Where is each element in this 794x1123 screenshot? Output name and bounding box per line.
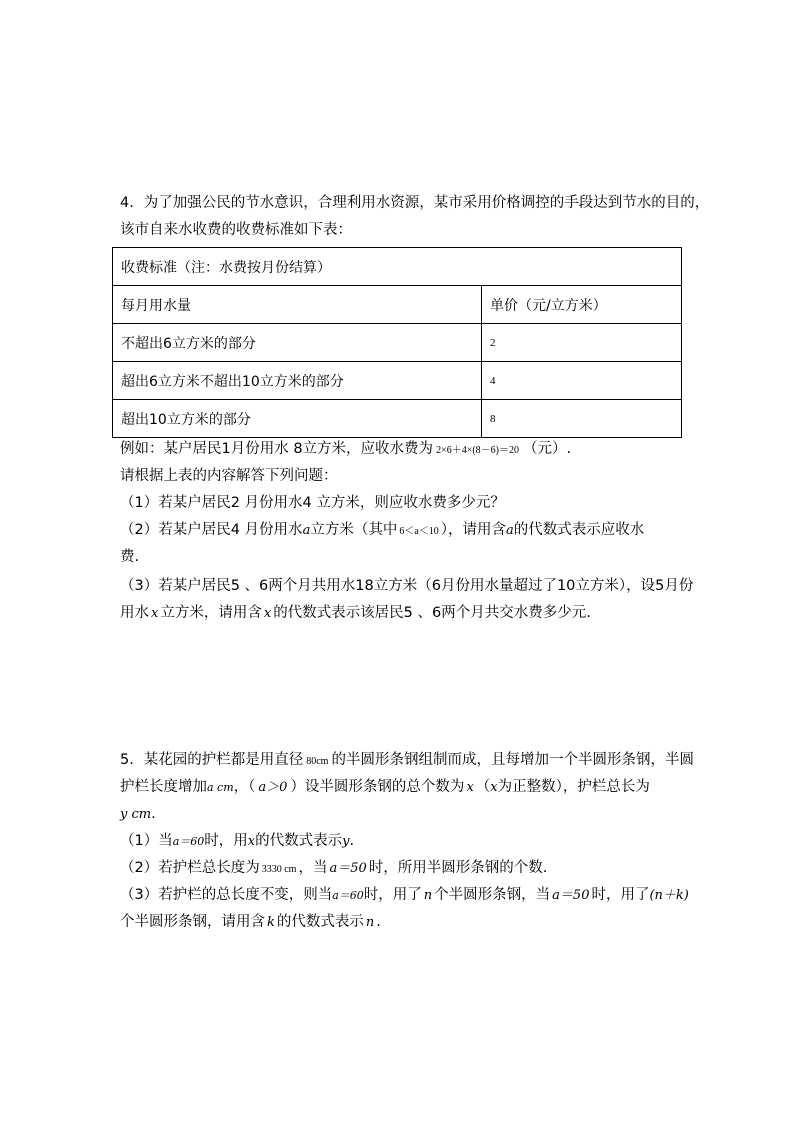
table-row (113, 400, 682, 438)
q5-line3 (120, 804, 156, 825)
q5-part3-cont (120, 912, 381, 933)
example-unit: （元）. (523, 441, 572, 457)
text: ，（ (233, 779, 256, 795)
math-value: y cm (120, 807, 152, 822)
math-var: n (423, 888, 433, 903)
q4-part1: （1）若某户居民2 月份用水4 立方米，则应收水费多少元？ (120, 495, 505, 511)
table-caption-row (113, 248, 682, 286)
text: （2）若某户居民4 月份用水 (120, 522, 303, 538)
math-var: a (506, 523, 514, 538)
text: . (376, 914, 381, 930)
table-row (113, 362, 682, 400)
text: 的半圆形条钢组制而成，且每增加一个半圆形条钢，半圆 (331, 752, 694, 768)
q4-part3: （3）若某户居民5 、6两个月共用水18立方米（6月份用水量超过了10立方米），设5月份 (120, 578, 694, 594)
text: . (151, 806, 156, 822)
example-text: 例如：某户居民1月份用水 8立方米，应收水费为 (120, 441, 434, 457)
row-range: 超出6立方米不超出10立方米的部分 (113, 362, 482, 400)
q4-part2-cont: 费. (120, 549, 140, 565)
text: （1）当 (120, 833, 173, 849)
math-value: a cm (207, 781, 234, 794)
text: 5．某花园的护栏都是用直径 (120, 752, 304, 768)
math-condition: a＝50 (329, 861, 367, 876)
header-price: 单价（元/立方米） (482, 286, 682, 324)
q5-line2 (120, 777, 650, 798)
q4-part3-cont (120, 603, 591, 624)
q5-line1 (120, 750, 694, 772)
text: 立方米（其中 (310, 522, 398, 538)
text: 立方米，请用含 (160, 605, 262, 621)
row-range: 超出10立方米的部分 (113, 400, 482, 438)
row-price: 2 (482, 324, 682, 362)
q5-part3 (120, 885, 689, 906)
math-var: k (267, 915, 275, 930)
q4-part2 (120, 520, 644, 542)
math-condition: a＞0 (258, 780, 288, 795)
text: 时，所用半圆形条钢的个数. (368, 860, 548, 876)
math-var: n (365, 915, 375, 930)
q5-part2 (120, 858, 547, 880)
math-value: 3330 cm (261, 864, 297, 875)
text: （ (475, 779, 491, 795)
text: . (349, 833, 355, 849)
table-caption: 收费标准（注：水费按月份结算） (113, 248, 682, 286)
q4-stem-line2: 该市自来水收费的收费标准如下表： (120, 222, 352, 238)
row-price: 4 (482, 362, 682, 400)
text: （2）若护栏总长度为 (120, 860, 260, 876)
text: 为正整数），护栏总长为 (497, 779, 650, 795)
text: 时，用了 (591, 887, 650, 903)
row-range: 不超出6立方米的部分 (113, 324, 482, 362)
math-var: x (263, 606, 272, 621)
row-price: 8 (482, 400, 682, 438)
text: ，当 (298, 860, 328, 876)
text: 用水 (120, 605, 149, 621)
example-formula: 2×6＋4×(8－6)＝20 (436, 445, 520, 456)
math-condition: 6＜a＜10 (399, 526, 439, 537)
text: ）设半圆形条钢的总个数为 (290, 779, 465, 795)
table-header-row (113, 286, 682, 324)
math-condition: a＝60 (332, 889, 364, 902)
math-var: x (490, 780, 498, 795)
math-var: y (342, 834, 350, 849)
text: 时，用了 (363, 887, 422, 903)
text: 时，用 (204, 833, 248, 849)
text: 的代数式表示应收水 (513, 522, 645, 538)
math-expression: (n＋k) (649, 888, 689, 903)
text: 的代数式表示 (255, 833, 343, 849)
header-usage: 每月用水量 (113, 286, 482, 324)
text: 的代数式表示 (276, 914, 364, 930)
q4-stem-line1: 4．为了加强公民的节水意识，合理利用水资源，某市采用价格调控的手段达到节水的目的， (120, 195, 710, 211)
math-var: x (151, 606, 159, 621)
text: 护栏长度增加 (120, 779, 207, 795)
fee-table (112, 247, 682, 438)
text: 个半圆形条钢，当 (434, 887, 551, 903)
text: 个半圆形条钢，请用含 (120, 914, 265, 930)
q5-part1 (120, 831, 354, 852)
math-condition: a＝60 (172, 835, 205, 848)
math-value: 80cm (306, 756, 329, 767)
math-var: x (466, 780, 474, 795)
math-condition: a＝50 (552, 888, 590, 903)
q4-example (120, 439, 571, 461)
text: ），请用含 (440, 522, 507, 538)
text: （3）若护栏的总长度不变，则当 (120, 887, 333, 903)
math-var: a (302, 523, 311, 538)
table-row (113, 324, 682, 362)
q4-instruction: 请根据上表的内容解答下列问题： (120, 468, 338, 484)
text: 的代数式表示该居民5 、6两个月共交水费多少元. (273, 605, 591, 621)
math-var: x (247, 834, 256, 849)
